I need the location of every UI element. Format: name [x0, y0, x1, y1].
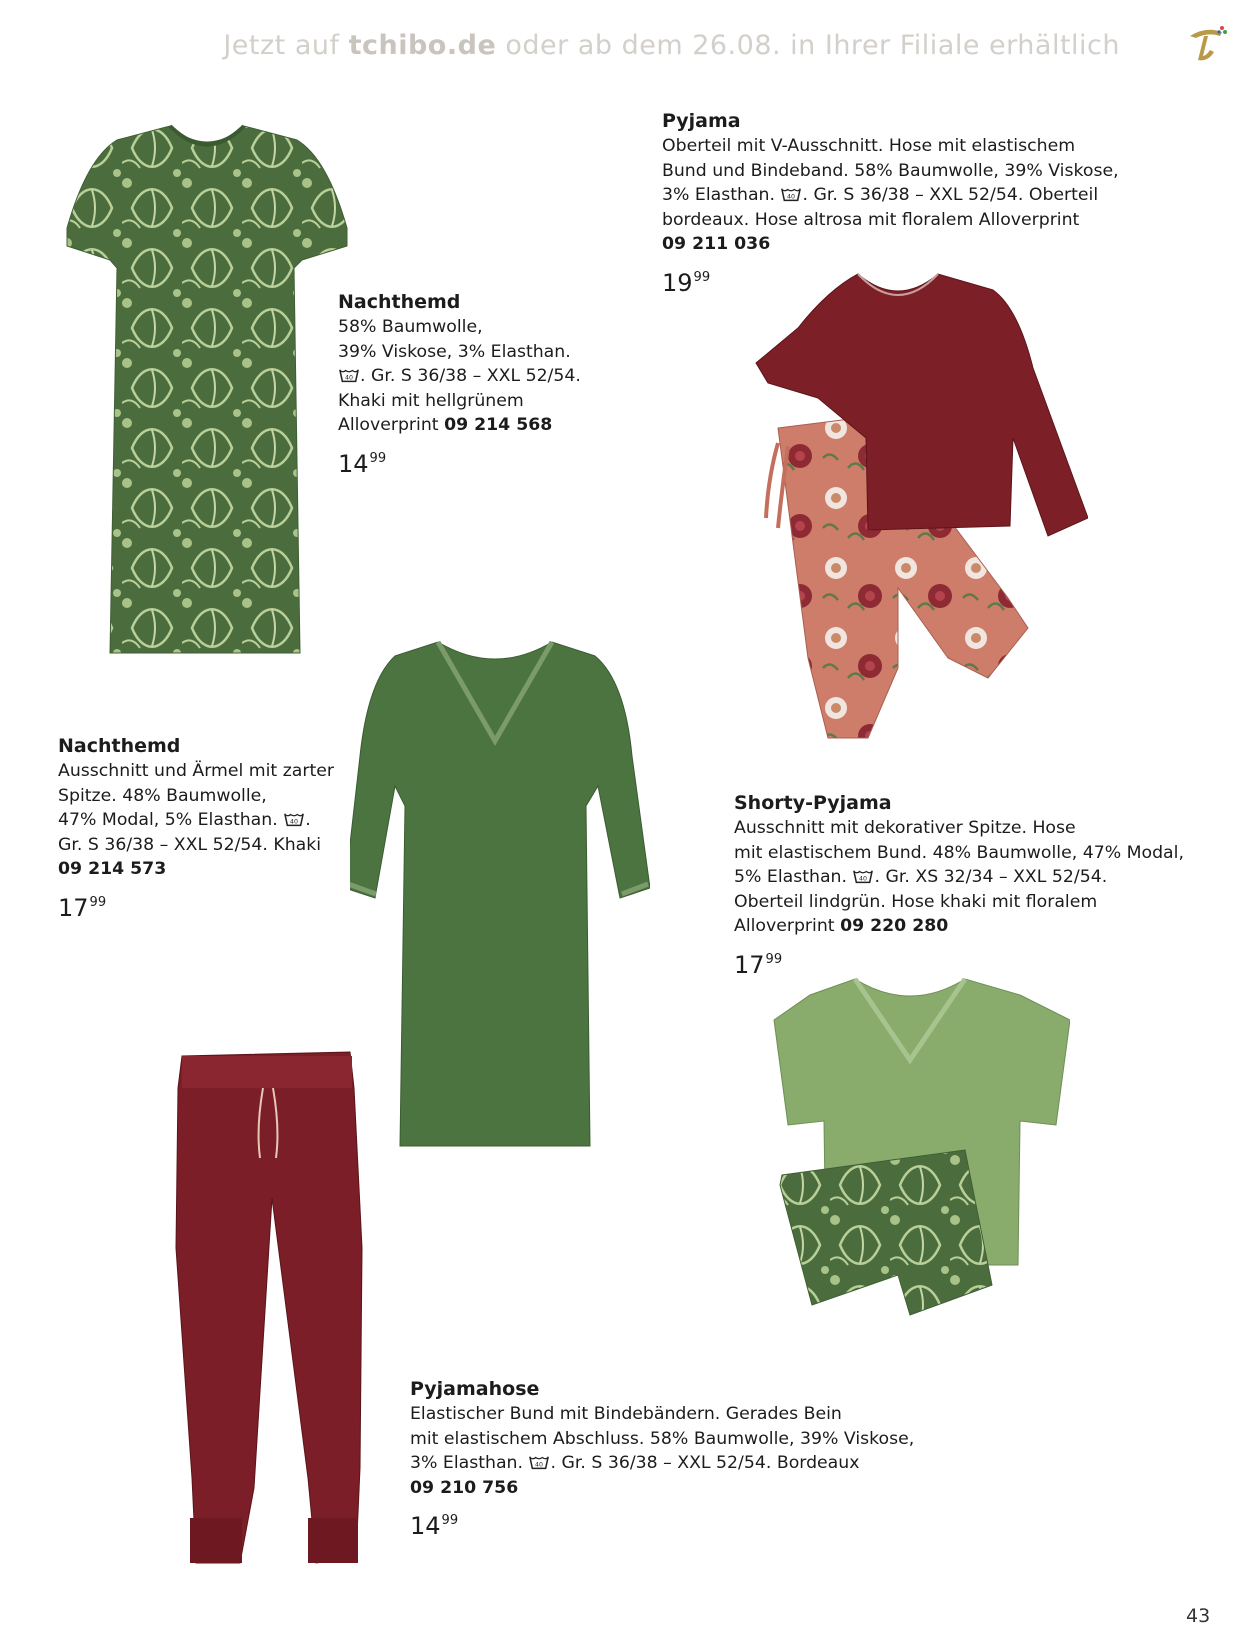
product-desc-line: 3% Elasthan.	[662, 185, 781, 205]
product-desc-line: Ausschnitt und Ärmel mit zarter	[58, 761, 334, 781]
product-desc-line: mit elastischem Abschluss. 58% Baumwolle, 39% Viskose,	[410, 1428, 915, 1449]
banner-site-link[interactable]: tchibo.de	[348, 30, 497, 61]
product-desc-line: Elastischer Bund mit Bindebändern. Gerades Bein	[410, 1404, 842, 1424]
article-number: 09 211 036	[662, 234, 771, 254]
product-info-pyjamahose	[410, 1376, 914, 1543]
price-cents: 99	[89, 894, 107, 910]
product-desc-line: Spitze. 48% Baumwolle,	[58, 785, 267, 806]
product-image-nachthemd-floral	[62, 118, 352, 658]
availability-banner	[223, 30, 1120, 61]
price-cents: 99	[765, 951, 783, 967]
product-desc-line: . Gr. S 36/38 – XXL 52/54. Oberteil	[802, 185, 1099, 205]
product-desc-line: Alloverprint	[338, 415, 445, 435]
wash-40-icon	[284, 812, 304, 827]
product-desc-line: . Gr. S 36/38 – XXL 52/54.	[360, 366, 581, 386]
price	[58, 886, 334, 925]
product-desc-line: 39% Viskose, 3% Elasthan.	[338, 341, 571, 362]
price	[338, 442, 581, 481]
product-title: Pyjama	[662, 110, 741, 132]
product-image-pyjama-bordeaux	[748, 268, 1088, 748]
price-main: 19	[662, 268, 693, 297]
product-title: Nachthemd	[58, 735, 181, 757]
wash-40-icon	[529, 1455, 549, 1470]
product-info-pyjama	[662, 108, 1119, 300]
price-main: 14	[410, 1512, 441, 1540]
price-cents: 99	[369, 450, 387, 466]
product-desc-line: . Gr. XS 32/34 – XXL 52/54.	[874, 867, 1108, 887]
price	[410, 1504, 914, 1543]
product-desc-line: Bund und Bindeband. 58% Baumwolle, 39% Viskose,	[662, 160, 1119, 181]
product-desc-line: Gr. S 36/38 – XXL 52/54. Khaki	[58, 834, 322, 855]
product-title: Pyjamahose	[410, 1378, 540, 1400]
wash-40-icon	[853, 869, 873, 884]
article-number: 09 214 568	[444, 415, 553, 435]
product-title: Shorty-Pyjama	[734, 792, 892, 814]
price-main: 17	[58, 893, 89, 922]
product-desc-line: 3% Elasthan.	[410, 1453, 529, 1473]
tchibo-logo-icon	[1182, 22, 1228, 68]
banner-text-pre: Jetzt auf	[223, 30, 349, 61]
price-cents: 99	[441, 1513, 459, 1528]
product-desc-line: Oberteil lindgrün. Hose khaki mit floralem	[734, 891, 1098, 912]
product-desc-line: Ausschnitt mit dekorativer Spitze. Hose	[734, 818, 1076, 838]
wash-40-icon	[781, 187, 801, 202]
banner-text-post: oder ab dem 26.08. in Ihrer Filiale erhältlich	[496, 30, 1120, 61]
article-number: 09 210 756	[410, 1477, 519, 1498]
price-main: 14	[338, 449, 369, 478]
page-number: 43	[1186, 1605, 1211, 1627]
product-desc-line: .	[305, 810, 311, 830]
product-info-shorty-pyjama	[734, 790, 1184, 982]
product-desc-line: 5% Elasthan.	[734, 867, 853, 887]
product-desc-line: 58% Baumwolle,	[338, 317, 483, 337]
product-image-shorty-pyjama	[770, 975, 1070, 1355]
product-desc-line: Khaki mit hellgrünem	[338, 390, 524, 411]
product-title: Nachthemd	[338, 291, 461, 313]
price	[734, 943, 1184, 982]
price-main: 17	[734, 950, 765, 979]
product-desc-line: Alloverprint	[734, 916, 841, 936]
product-desc-line: bordeaux. Hose altrosa mit floralem Alloverprint	[662, 209, 1080, 230]
article-number: 09 220 280	[840, 916, 949, 936]
product-desc-line: . Gr. S 36/38 – XXL 52/54. Bordeaux	[550, 1453, 860, 1473]
product-info-nachthemd-floral	[338, 289, 581, 481]
product-desc-line: Oberteil mit V-Ausschnitt. Hose mit elastischem	[662, 136, 1076, 156]
product-desc-line: mit elastischem Bund. 48% Baumwolle, 47% Modal,	[734, 842, 1184, 863]
price	[662, 261, 1119, 300]
product-image-pyjamahose	[168, 1048, 368, 1568]
price-cents: 99	[693, 269, 711, 285]
wash-40-icon	[339, 368, 359, 383]
product-image-nachthemd-khaki	[350, 636, 650, 1156]
article-number: 09 214 573	[58, 859, 167, 879]
product-info-nachthemd-khaki	[58, 733, 334, 925]
product-desc-line: 47% Modal, 5% Elasthan.	[58, 810, 284, 830]
